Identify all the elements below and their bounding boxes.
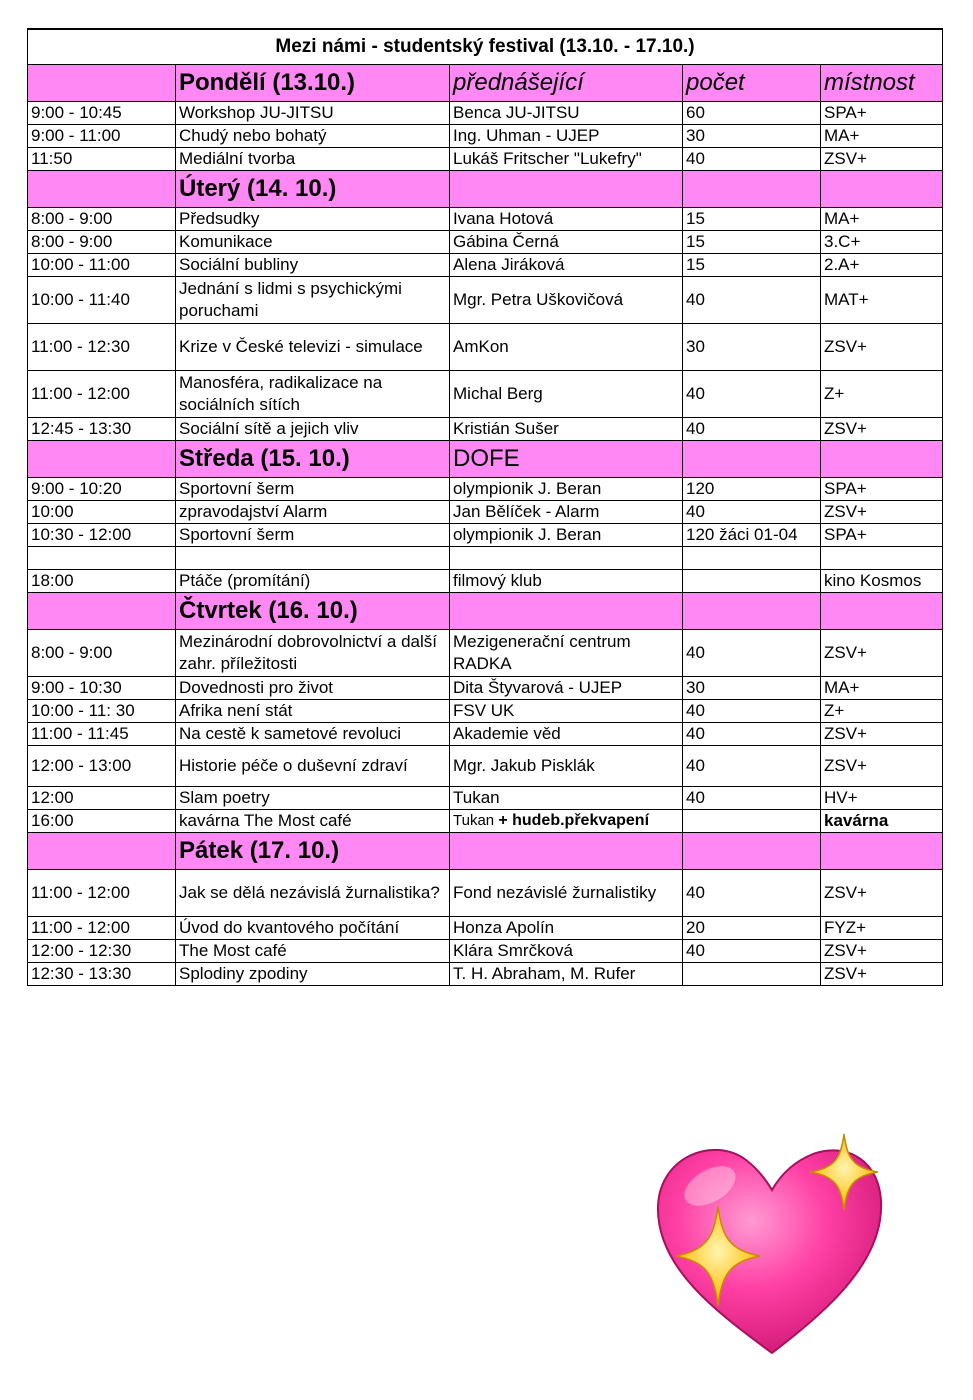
time-cell: 9:00 - 10:20 [28,478,176,501]
day-header-empty-cell [450,833,683,870]
lecturer-cell: filmový klub [450,570,683,593]
day-name: Středa (15. 10.) [176,441,450,478]
lecturer-cell: Gábina Černá [450,231,683,254]
room-cell: ZSV+ [821,324,943,371]
day-name: Pondělí (13.10.) [176,65,450,102]
lecturer-cell: Ivana Hotová [450,208,683,231]
table-row [28,125,943,148]
room-cell: kino Kosmos [821,570,943,593]
table-row [28,478,943,501]
day-header-friday [28,833,943,870]
table-row [28,102,943,125]
table-row [28,148,943,171]
event-title-cell: kavárna The Most café [176,810,450,833]
count-cell: 30 [683,324,821,371]
time-cell: 11:00 - 12:00 [28,371,176,418]
room-cell: ZSV+ [821,418,943,441]
count-cell [683,570,821,593]
count-cell: 40 [683,277,821,324]
lecturer-cell: Klára Smrčková [450,940,683,963]
lecturer-cell: Akademie věd [450,723,683,746]
room-cell: SPA+ [821,478,943,501]
lecturer-cell: Ing. Uhman - UJEP [450,125,683,148]
column-header-lecturer: přednášející [450,65,683,102]
day-header-empty-cell [28,65,176,102]
lecturer-cell: Michal Berg [450,371,683,418]
count-cell: 40 [683,723,821,746]
count-cell: 40 [683,501,821,524]
empty-cell [176,547,450,570]
room-cell: Z+ [821,700,943,723]
lecturer-cell: T. H. Abraham, M. Rufer [450,963,683,986]
room-cell: ZSV+ [821,630,943,677]
day-header-empty-cell [821,833,943,870]
time-cell: 8:00 - 9:00 [28,630,176,677]
time-cell: 11:00 - 12:00 [28,917,176,940]
empty-row [28,547,943,570]
day-name: Pátek (17. 10.) [176,833,450,870]
day-header-empty-cell [28,833,176,870]
lecturer-cell: Kristián Sušer [450,418,683,441]
day-header-empty-cell [28,441,176,478]
time-cell: 10:00 - 11:40 [28,277,176,324]
lecturer-cell: Jan Bělíček - Alarm [450,501,683,524]
time-cell: 8:00 - 9:00 [28,231,176,254]
table-row [28,570,943,593]
lecturer-cell: FSV UK [450,700,683,723]
event-title-cell: Mediální tvorba [176,148,450,171]
event-title-cell: Dovednosti pro život [176,677,450,700]
lecturer-cell: Benca JU-JITSU [450,102,683,125]
event-title-cell: Sociální sítě a jejich vliv [176,418,450,441]
sparkling-heart-icon [648,1128,894,1358]
count-cell: 60 [683,102,821,125]
event-title-cell: Sportovní šerm [176,524,450,547]
time-cell: 9:00 - 11:00 [28,125,176,148]
count-cell: 120 [683,478,821,501]
time-cell: 9:00 - 10:30 [28,677,176,700]
time-cell: 12:30 - 13:30 [28,963,176,986]
empty-cell [28,547,176,570]
time-cell: 10:30 - 12:00 [28,524,176,547]
table-row [28,524,943,547]
time-cell: 16:00 [28,810,176,833]
time-cell: 18:00 [28,570,176,593]
room-cell: kavárna [821,810,943,833]
day-header-empty-cell [28,593,176,630]
lecturer-cell: olympionik J. Beran [450,524,683,547]
day-header-empty-cell [683,833,821,870]
room-cell: ZSV+ [821,870,943,917]
room-cell: MA+ [821,677,943,700]
lecturer-cell: Honza Apolín [450,917,683,940]
table-row [28,208,943,231]
count-cell: 15 [683,254,821,277]
count-cell: 40 [683,700,821,723]
room-cell: MAT+ [821,277,943,324]
count-cell: 40 [683,371,821,418]
table-row [28,787,943,810]
empty-cell [821,547,943,570]
day-header-empty-cell [28,171,176,208]
count-cell: 40 [683,746,821,787]
table-row [28,254,943,277]
title-row [28,29,943,65]
table-row [28,277,943,324]
room-cell: ZSV+ [821,723,943,746]
room-cell: ZSV+ [821,963,943,986]
empty-cell [683,547,821,570]
lecturer-cell [450,810,683,833]
event-title-cell: Úvod do kvantového počítání [176,917,450,940]
table-row [28,630,943,677]
room-cell: MA+ [821,208,943,231]
day-header-empty-cell [683,593,821,630]
table-row [28,746,943,787]
table-row [28,810,943,833]
table-row [28,677,943,700]
column-header-room: místnost [821,65,943,102]
event-title-cell: The Most café [176,940,450,963]
time-cell: 10:00 - 11:00 [28,254,176,277]
table-row [28,963,943,986]
room-cell: 2.A+ [821,254,943,277]
lecturer-cell: Dita Štyvarová - UJEP [450,677,683,700]
count-cell: 40 [683,148,821,171]
room-cell: ZSV+ [821,940,943,963]
time-cell: 8:00 - 9:00 [28,208,176,231]
event-title-cell: Předsudky [176,208,450,231]
time-cell: 11:00 - 11:45 [28,723,176,746]
count-cell: 40 [683,630,821,677]
room-cell: SPA+ [821,102,943,125]
day-header-thursday [28,593,943,630]
event-title-cell: Komunikace [176,231,450,254]
event-title-cell: Sportovní šerm [176,478,450,501]
event-title-cell: Jednání s lidmi s psychickými poruchami [176,277,450,324]
day-header-tuesday [28,171,943,208]
day-header-empty-cell [450,593,683,630]
room-cell: ZSV+ [821,501,943,524]
time-cell: 12:00 - 13:00 [28,746,176,787]
table-row [28,501,943,524]
festival-schedule-table [27,28,943,986]
room-cell: HV+ [821,787,943,810]
room-cell: MA+ [821,125,943,148]
room-cell: SPA+ [821,524,943,547]
festival-title: Mezi námi - studentský festival (13.10. - 17.10.) [28,29,943,65]
lecturer-cell: AmKon [450,324,683,371]
lecturer-cell: Mgr. Petra Uškovičová [450,277,683,324]
day-header-empty-cell [821,441,943,478]
event-title-cell: Mezinárodní dobrovolnictví a další zahr. příležitosti [176,630,450,677]
time-cell: 10:00 - 11: 30 [28,700,176,723]
count-cell [683,810,821,833]
event-title-cell: Sociální bubliny [176,254,450,277]
table-row [28,700,943,723]
table-row [28,231,943,254]
count-cell [683,963,821,986]
count-cell: 40 [683,870,821,917]
room-cell: 3.C+ [821,231,943,254]
day-header-monday [28,65,943,102]
count-cell: 15 [683,231,821,254]
event-title-cell: Chudý nebo bohatý [176,125,450,148]
event-title-cell: Ptáče (promítání) [176,570,450,593]
column-header-count: počet [683,65,821,102]
day-note: DOFE [450,441,683,478]
day-header-empty-cell [821,593,943,630]
room-cell: FYZ+ [821,917,943,940]
time-cell: 10:00 [28,501,176,524]
event-title-cell: Slam poetry [176,787,450,810]
event-title-cell: Workshop JU-JITSU [176,102,450,125]
count-cell: 40 [683,787,821,810]
event-title-cell: Krize v České televizi - simulace [176,324,450,371]
day-header-empty-cell [683,171,821,208]
count-cell: 15 [683,208,821,231]
room-cell: Z+ [821,371,943,418]
day-header-empty-cell [683,441,821,478]
event-title-cell: Historie péče o duševní zdraví [176,746,450,787]
table-row [28,917,943,940]
event-title-cell: zpravodajství Alarm [176,501,450,524]
day-header-empty-cell [821,171,943,208]
event-title-cell: Na cestě k sametové revoluci [176,723,450,746]
time-cell: 9:00 - 10:45 [28,102,176,125]
lecturer-cell: Lukáš Fritscher "Lukefry" [450,148,683,171]
time-cell: 12:45 - 13:30 [28,418,176,441]
day-name: Čtvrtek (16. 10.) [176,593,450,630]
room-cell: ZSV+ [821,746,943,787]
table-row [28,723,943,746]
count-cell: 30 [683,125,821,148]
lecturer-extra: + hudeb.překvapení [498,812,650,829]
lecturer-cell: Mezigenerační centrum RADKA [450,630,683,677]
lecturer-cell: Alena Jiráková [450,254,683,277]
day-header-wednesday [28,441,943,478]
day-name: Úterý (14. 10.) [176,171,450,208]
time-cell: 12:00 - 12:30 [28,940,176,963]
event-title-cell: Afrika není stát [176,700,450,723]
day-header-empty-cell [450,171,683,208]
count-cell: 20 [683,917,821,940]
table-row [28,324,943,371]
count-cell: 30 [683,677,821,700]
time-cell: 11:50 [28,148,176,171]
table-row [28,371,943,418]
lecturer-cell: Mgr. Jakub Pisklák [450,746,683,787]
empty-cell [450,547,683,570]
time-cell: 12:00 [28,787,176,810]
time-cell: 11:00 - 12:30 [28,324,176,371]
event-title-cell: Splodiny zpodiny [176,963,450,986]
count-cell: 40 [683,940,821,963]
time-cell: 11:00 - 12:00 [28,870,176,917]
lecturer-cell: Fond nezávislé žurnalistiky [450,870,683,917]
lecturer-cell: Tukan [450,787,683,810]
table-row [28,940,943,963]
lecturer-cell: olympionik J. Beran [450,478,683,501]
event-title-cell: Jak se dělá nezávislá žurnalistika? [176,870,450,917]
count-cell: 120 žáci 01-04 [683,524,821,547]
event-title-cell: Manosféra, radikalizace na sociálních sítích [176,371,450,418]
table-row [28,870,943,917]
table-row [28,418,943,441]
room-cell: ZSV+ [821,148,943,171]
count-cell: 40 [683,418,821,441]
lecturer-name: Tukan [453,812,495,829]
